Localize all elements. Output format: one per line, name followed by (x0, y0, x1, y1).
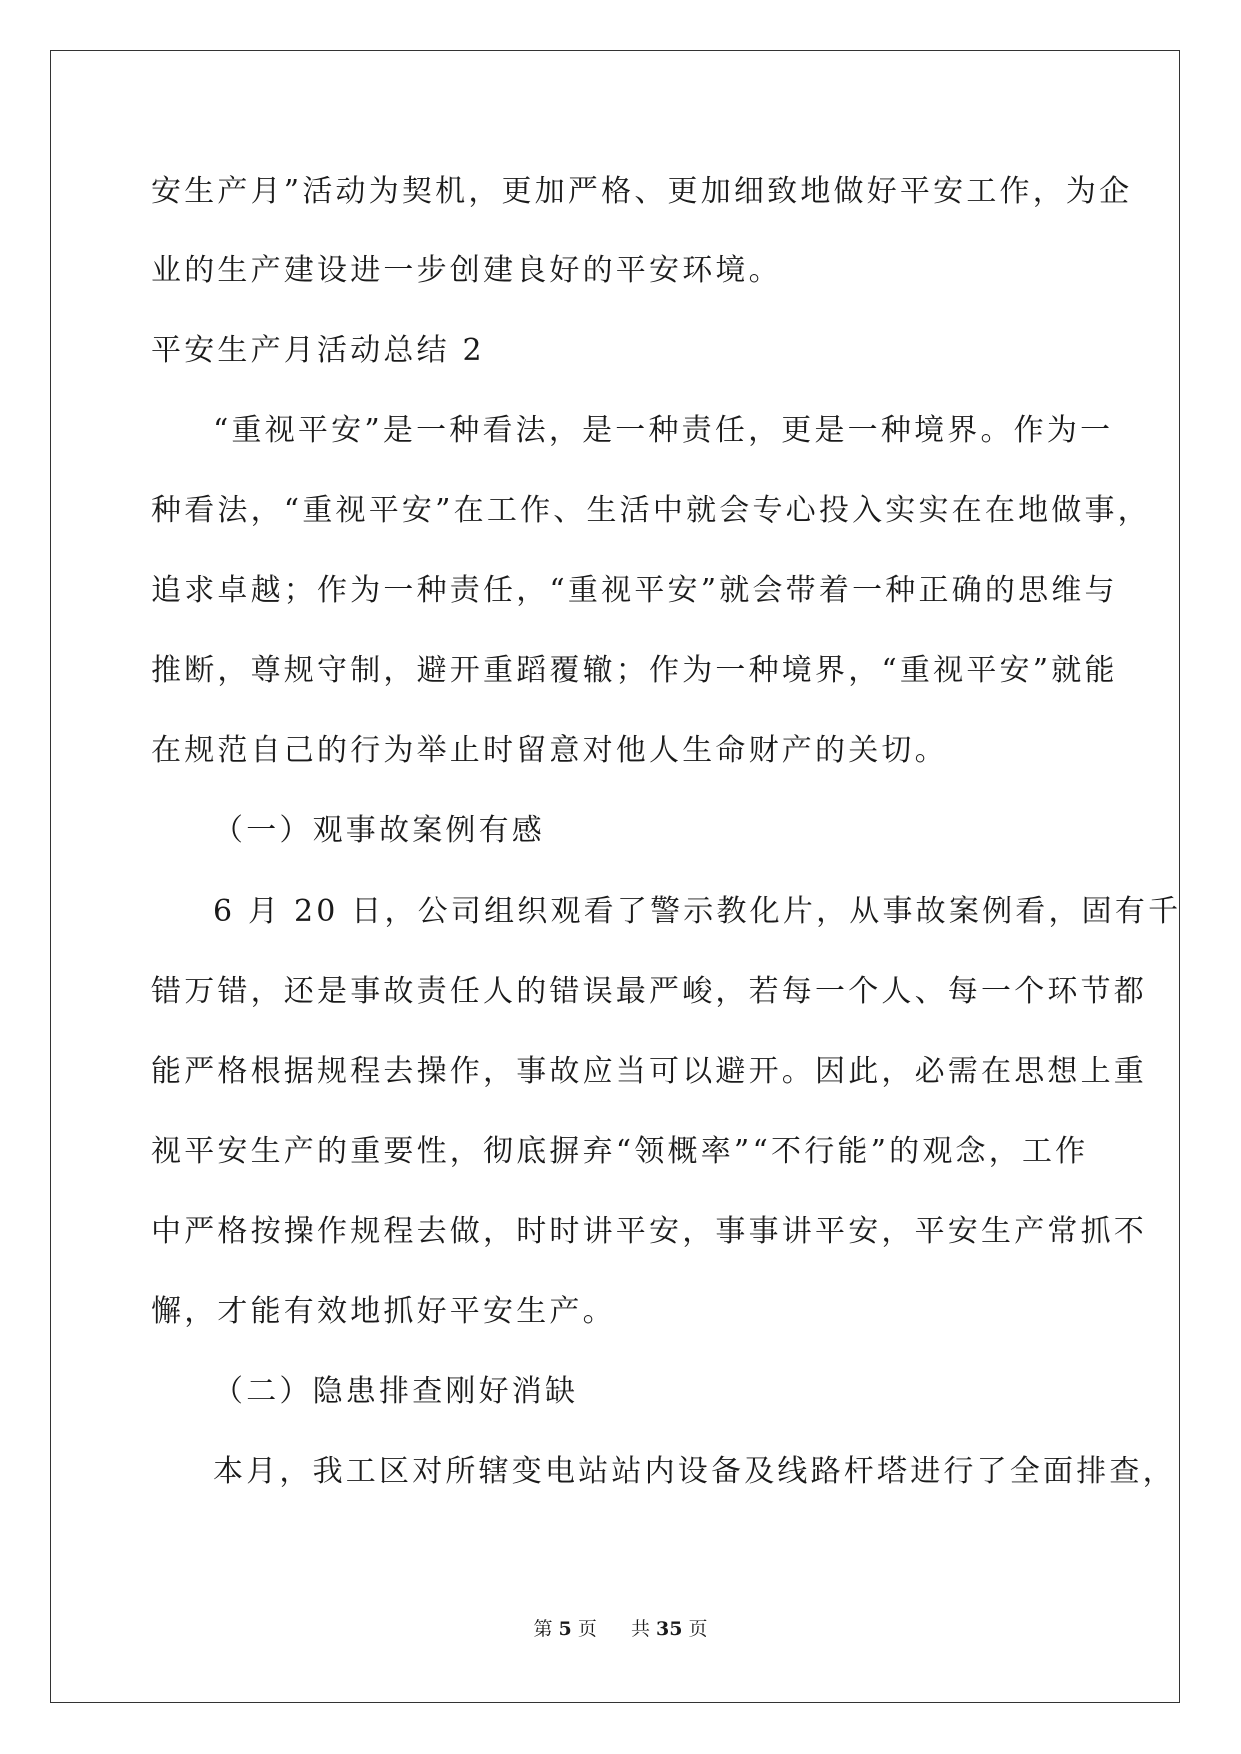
total-suffix: 页 (688, 1618, 708, 1640)
total-prefix: 共 (630, 1618, 650, 1640)
paragraph-line: 推断，尊规守制，避开重蹈覆辙；作为一种境界，“重视平安”就能 (151, 653, 1118, 688)
subsection-heading: （一）观事故案例有感 (213, 813, 545, 848)
paragraph-line: 本月，我工区对所辖变电站站内设备及线路杆塔进行了全面排查， (213, 1454, 1176, 1489)
paragraph-line: 业的生产建设进一步创建良好的平安环境。 (151, 253, 782, 288)
paragraph-line: 懈，才能有效地抓好平安生产。 (151, 1294, 616, 1329)
section-title: 平安生产月活动总结 2 (151, 333, 485, 368)
page-number: 5 (558, 1618, 572, 1640)
subsection-heading: （二）隐患排查刚好消缺 (213, 1374, 579, 1409)
paragraph-line: 在规范自己的行为举止时留意对他人生命财产的关切。 (151, 733, 948, 768)
page-prefix: 第 (533, 1618, 553, 1640)
paragraph-line: 视平安生产的重要性，彻底摒弃“领概率”“不行能”的观念，工作 (151, 1134, 1089, 1169)
paragraph-line: “重视平安”是一种看法，是一种责任，更是一种境界。作为一 (213, 413, 1114, 448)
paragraph-line: 种看法，“重视平安”在工作、生活中就会专心投入实实在在地做事， (151, 493, 1151, 528)
paragraph-line: 追求卓越；作为一种责任，“重视平安”就会带着一种正确的思维与 (151, 573, 1118, 608)
paragraph-line: 6 月 20 日，公司组织观看了警示教化片，从事故案例看，固有千 (213, 894, 1182, 929)
page-suffix: 页 (577, 1618, 597, 1640)
paragraph-line: 安生产月”活动为契机，更加严格、更加细致地做好平安工作，为企 (151, 174, 1133, 209)
page-footer (0, 1617, 1241, 1641)
paragraph-line: 错万错，还是事故责任人的错误最严峻，若每一个人、每一个环节都 (151, 974, 1147, 1009)
paragraph-line: 能严格根据规程去操作，事故应当可以避开。因此，必需在思想上重 (151, 1054, 1147, 1089)
paragraph-line: 中严格按操作规程去做，时时讲平安，事事讲平安，平安生产常抓不 (151, 1214, 1147, 1249)
total-pages: 35 (656, 1618, 683, 1640)
